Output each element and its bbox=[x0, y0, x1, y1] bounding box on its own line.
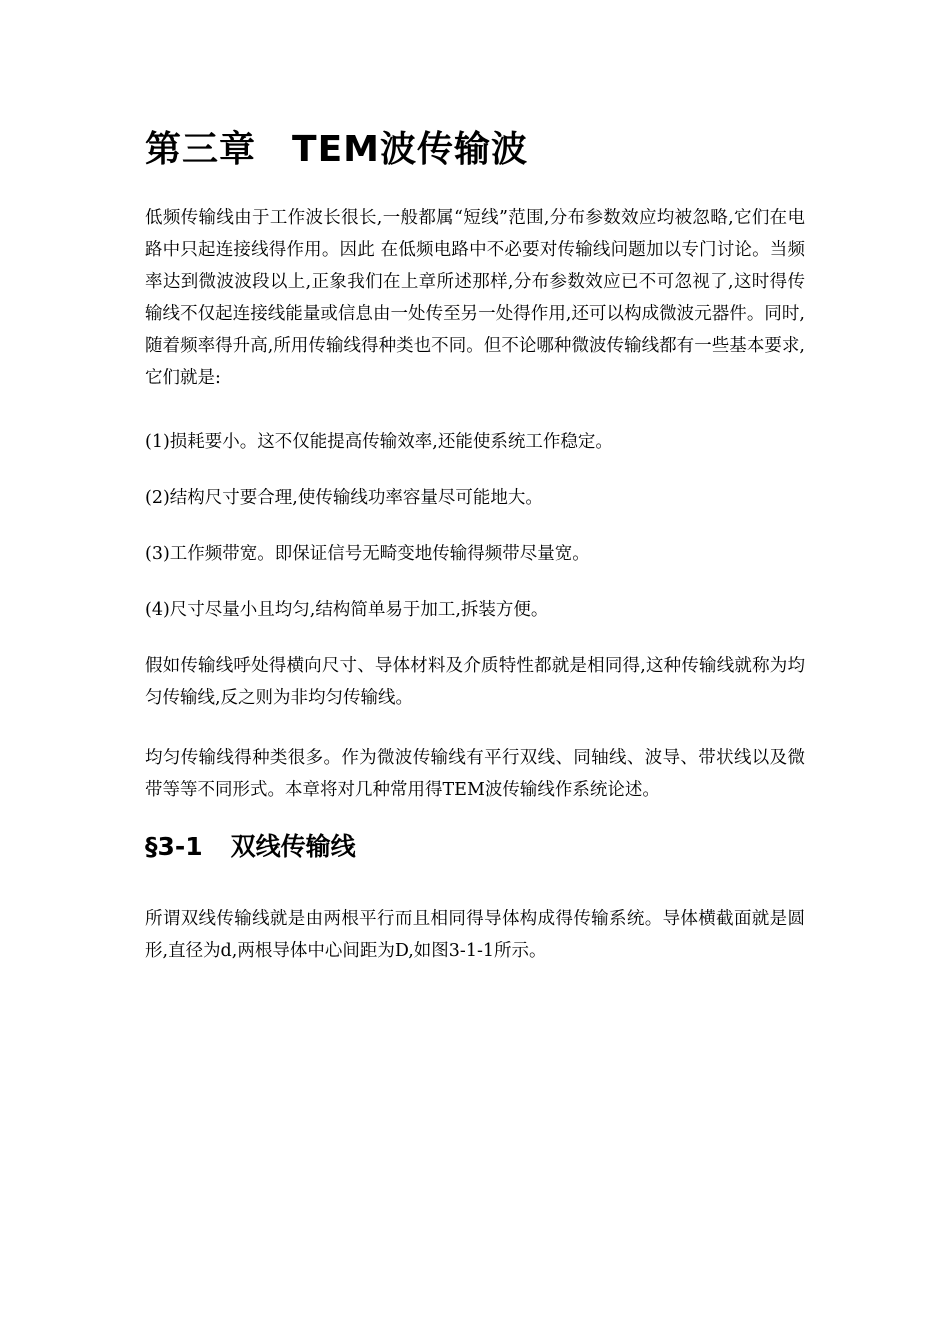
line-types-paragraph: 均匀传输线得种类很多。作为微波传输线有平行双线、同轴线、波导、带状线以及微带等等不同形式。本章将对几种常用得TEM波传输线作系统论述。 bbox=[145, 748, 805, 800]
chapter-name: TEM波传输波 bbox=[292, 129, 528, 170]
section-name: 双线传输线 bbox=[230, 832, 356, 861]
section-title bbox=[145, 822, 356, 872]
requirement-item-3: (3)工作频带宽。即保证信号无畸变地传输得频带尽量宽。 bbox=[145, 544, 590, 564]
requirement-item-1: (1)损耗要小。这不仅能提高传输效率,还能使系统工作稳定。 bbox=[145, 432, 613, 452]
requirement-item-2: (2)结构尺寸要合理,使传输线功率容量尽可能地大。 bbox=[145, 488, 543, 508]
chapter-title bbox=[145, 122, 528, 178]
section-number: §3-1 bbox=[145, 832, 203, 861]
twin-line-description: 所谓双线传输线就是由两根平行而且相同得导体构成得传输系统。导体横截面就是圆形,直径为d,两根导体中心间距为D,如图3-1-1所示。 bbox=[145, 909, 805, 961]
requirement-item-4: (4)尺寸尽量小且均匀,结构简单易于加工,拆装方便。 bbox=[145, 600, 549, 620]
uniform-line-definition: 假如传输线呼处得横向尺寸、导体材料及介质特性都就是相同得,这种传输线就称为均匀传输线,反之则为非均匀传输线。 bbox=[145, 656, 805, 708]
chapter-number: 第三章 bbox=[145, 129, 257, 170]
intro-paragraph: 低频传输线由于工作波长很长,一般都属“短线”范围,分布参数效应均被忽略,它们在电路中只起连接线得作用。因此 在低频电路中不必要对传输线问题加以专门讨论。当频率达到微波波段以上,正象我们在上章所述那样,分布参数效应已不可忽视了,这时得传输线不仅起连接线能量或信息由一处传至另一处得作用,还可以构成微波元器件。同时,随着频率得升高,所用传输线得种类也不同。但不论哪种微波传输线都有一些基本要求,它们就是: bbox=[145, 208, 805, 388]
